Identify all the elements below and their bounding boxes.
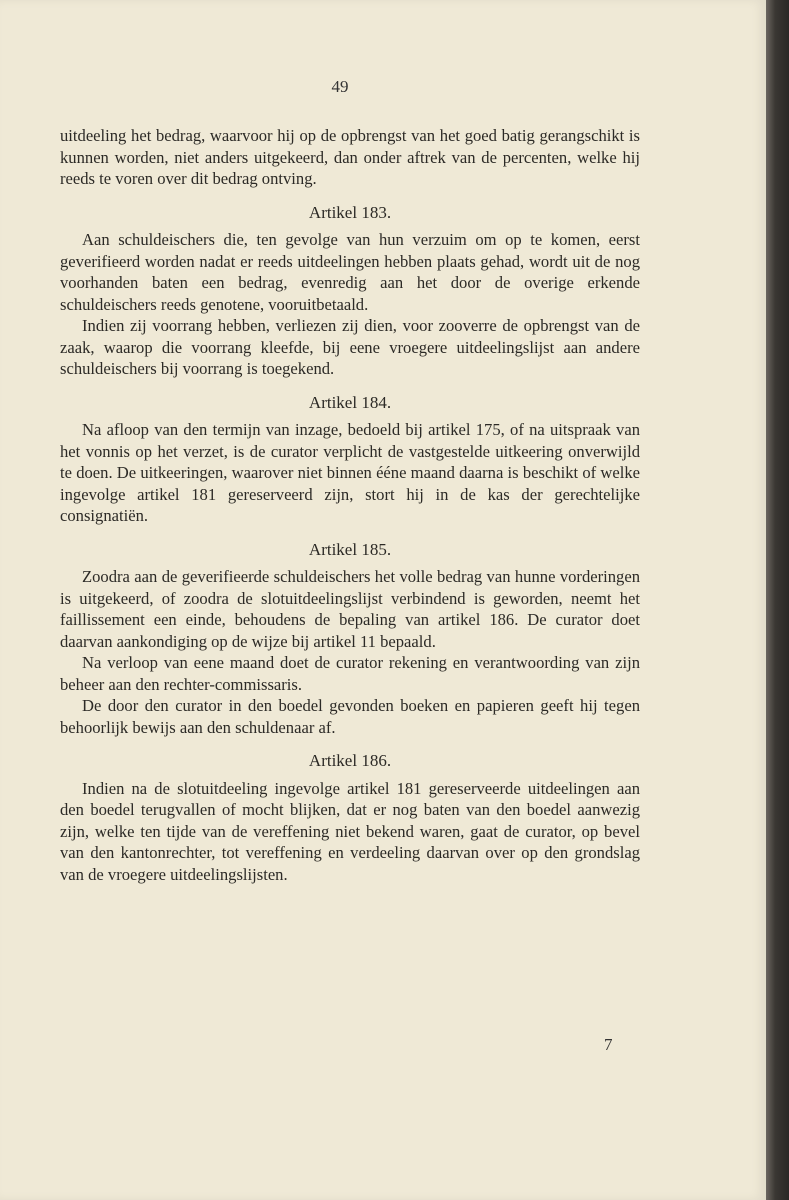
article-183-paragraph-1: Aan schuldeischers die, ten gevolge van hun verzuim om op te komen, eerst geverifieerd worden nadat er reeds uitdeelingen hebben plaats gehad, wordt uit de nog voorhanden baten een bedrag, evenredig aan het door de overige erkende schuldeischers reeds genotene, vooruitbetaald. (60, 230, 640, 314)
page-number: 49 (331, 77, 349, 96)
article-183-paragraph-2: Indien zij voorrang hebben, verliezen zij dien, voor zooverre de opbrengst van de zaak, waarop die voorrang kleefde, bij eene vroegere uitdeelingslijst aan andere schuldeischers bij voorrang is toegekend. (60, 316, 640, 378)
article-185-heading: Artikel 185. (308, 539, 392, 559)
article-185-paragraph-2: Na verloop van eene maand doet de curator rekening en verantwoording van zijn beheer aan den rechter-commissaris. (60, 653, 640, 694)
article-184-heading: Artikel 184. (308, 392, 392, 412)
article-186-paragraph-1: Indien na de slotuitdeeling ingevolge artikel 181 gereserveerde uitdeelingen aan den boedel terugvallen of mocht blijken, dat er nog baten van den boedel aanwezig zijn, welke ten tijde van de vereffening niet bekend waren, gaat de curator, op bevel van den kantonrechter, tot vereffening en verdeeling daarvan over op den grondslag van de vroegere uitdeelingslijsten. (60, 778, 640, 884)
book-edge (766, 0, 789, 1200)
signature-mark: 7 (604, 1035, 613, 1054)
article-185-paragraph-3: De door den curator in den boedel gevonden boeken en papieren geeft hij tegen behoorlijk bewijs aan den schuldenaar af. (60, 696, 640, 737)
intro-paragraph: uitdeeling het bedrag, waarvoor hij op de opbrengst van het goed batig gerangschikt is kunnen worden, niet anders uitgekeerd, dan onder aftrek van de percenten, welke hij reeds te voren over dit bedrag ontving. (60, 126, 640, 188)
page-body (60, 125, 640, 885)
article-183-heading: Artikel 183. (308, 202, 392, 222)
article-184-paragraph-1: Na afloop van den termijn van inzage, bedoeld bij artikel 175, of na uitspraak van het vonnis op het verzet, is de curator verplicht de vastgestelde uitkeering onverwijld te doen. De uitkeeringen, waarover niet binnen ééne maand daarna is beschikt of welke ingevolge artikel 181 gereserveerd zijn, stort hij in de kas der gerechtelijke consignatiën. (60, 420, 640, 525)
article-185-paragraph-1: Zoodra aan de geverifieerde schuldeischers het volle bedrag van hunne vorderingen is uitgekeerd, of zoodra de slotuitdeelingslijst verbindend is geworden, neemt het faillissement een einde, behoudens de bepaling van artikel 186. De curator doet daarvan aankondiging op de wijze bij artikel 11 bepaald. (60, 567, 640, 651)
article-186-heading: Artikel 186. (308, 751, 392, 770)
